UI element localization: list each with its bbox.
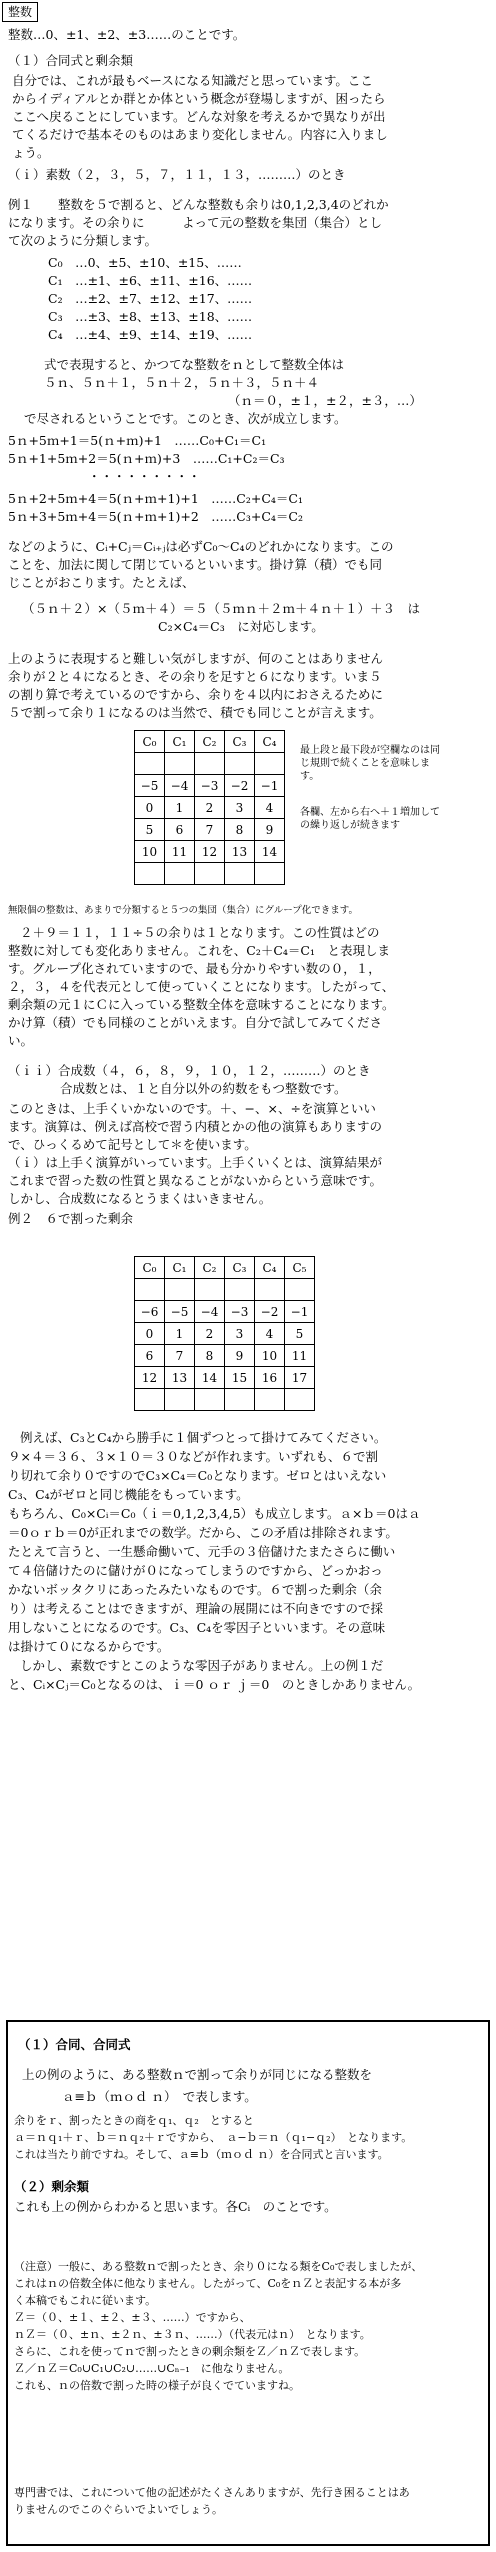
table-row: 0 1 2 3 4 [135,797,285,819]
table-note-increment: 各欄、左から右へ＋１増加しての繰り返しが続きます [300,807,440,831]
zero-divisor-paragraph: 例えば、C₃とC₄から勝手に１個ずつとって掛けてみてください。 ９×４＝３６、３×１０＝３０などが作れます。いずれも、６で割 り切れて余り０ですのでC₃×C₄＝C₀となります。ゼロとはいえない C₃、C₄がゼロと同じ機能をもっています。 もちろん、C₀×Cᵢ＝C₀（ｉ＝0,1,2,3,4,5）も成立します。ａ×ｂ＝0はａ ＝0ｏｒｂ＝0が正れまでの数学。だから、この矛盾は排除されます。 たとえて言うと、一生懸命働いて、元手の３倍儲けたまたさらに働い て４倍儲けたのに儲けが０になってしまうのですから、どっかおっ かないボッタクリにあったみたいなものです。６で割った剰余（余 り）は考えることはできますが、理論の展開には不向きですので採 用しないことになるのです。C₃、C₄を零因子といいます。その意味 は掛けて０になるからです。 しかし、素数ですとこのような零因子がありません。上の例１だ と、Cᵢ×Cⱼ＝C₀となるのは、ｉ＝0 ｏｒ ｊ＝0 のときしかありません。 [8,1430,421,1692]
table-row-blank [135,1389,315,1411]
residue-class-list [0,254,496,344]
summary-closing: 専門書では、これについて他の記述がたくさんありますが、先行き困ることはあ りませんのでこのぐらいでよいでしょう。 [14,2486,410,2516]
table-row: −5 −4 −3 −2 −1 [135,775,285,797]
summary-congruence-text: 上の例のように、ある整数ｎで割って余りが同じになる整数を [22,2067,373,2082]
table-row: 0 1 2 3 4 5 [135,1323,315,1345]
intro-text: 整数…0、±1、±2、±3……のことです。 [8,27,246,42]
summary-congruence-formula: ａ≡ｂ（ｍｏｄ ｎ） で表します。 [62,2089,257,2104]
summary-title-congruence: （１）合同、合同式 [18,2037,131,2052]
class-c2: C₂ …±2、±7、±12、±17、…… [48,291,253,306]
summary-title-residue-class: （２）剰余類 [14,2179,90,2194]
summary-note: （注意）一般に、ある整数ｎで割ったとき、余り０になる類をC₀で表しましたが、 これはｎの倍数全体に他なりません。したがって、C₀をｎＺと表記する本が多 く本稿でもこれに従います。 Ｚ＝（０、±１、±２、±３、……）ですから、 ｎＺ＝（０、±ｎ、±２ｎ、±３ｎ、……）（代表元はｎ） となります。 さらに、これを使ってｎで割ったときの剰余類をＺ／ｎＺで表します。 Ｚ／ｎＺ＝C₀∪C₁∪C₂∪……∪Cₙ₋₁ に他なりません。 これも、ｎの倍数で割った時の様子が良くでていますね。 [14,2260,423,2392]
summary-box [6,2020,490,2546]
table-note-blank-rows: 最上段と最下段が空欄なのは同じ規則で続くことを意味します。 [300,745,440,782]
class-c3: C₃ …±3、±8、±13、±18、…… [48,309,253,324]
table-row-blank [135,1279,315,1301]
class-c1: C₁ …±1、±6、±11、±16、…… [48,273,253,288]
section1-paragraph: 自分では、これが最もベースになる知識だと思っています。ここ からイディアルとか群とか体という概念が登場しますが、困ったら ここへ戻ることにしています。どんな対象を考えるかで異なりが出 てくるだけで基本そのものはあまり変化しません。内容に入りまし ょう。 [12,73,388,160]
class-c0: C₀ …0、±5、±10、±15、…… [48,255,242,270]
multiplication-example: （５ｎ＋２）×（５ｍ＋４）＝５（５ｍｎ＋２ｍ＋４ｎ＋１）＋３ は C₂×C₄＝C₃ に対応します。 [22,601,420,634]
class-c4: C₄ …±4、±9、±14、±19、…… [48,327,253,342]
summary-residue-class-text: これも上の例からわかると思います。各Cᵢ のことです。 [14,2199,337,2214]
table-caption: 無限個の整数は、あまりで分類すると５つの集団（集合）にグループ化できます。 [8,905,358,916]
table-header-row: C₀ C₁ C₂ C₃ C₄ [135,731,285,753]
residue-paragraph: ２＋９＝１１，１１÷５の余りは１となります。この性質はどの 整数に対しても変化ありません。これを、C₂＋C₄＝C₁ と表現しま す。グループ化されていますので、最も分かりやすい数の０，１， ２，３，４を代表元として使っていくことになります。したがって、 剰余類の元１にＣに入っている整数全体を意味することになります。 かけ算（積）でも同様のことがいえます。自分で試してみてくださ い。 [8,925,395,1048]
summary-remainder-explanation: 余りをｒ、割ったときの商をｑ₁、ｑ₂ とすると ａ＝ｎｑ₁＋ｒ、ｂ＝ｎｑ₂＋ｒですから、 ａ−ｂ＝ｎ（ｑ₁−ｑ₂） となります。 これは当たり前ですね。そして、ａ≡ｂ（ｍｏｄ ｎ）を合同式と言います。 [14,2114,413,2161]
explanation-paragraph: 上のように表現すると難しい気がしますが、何のことはありません 余りが２と４になるとき、その余りを足すと６になります。いま５ の割り算で考えているのですから、余りを４以内におさえるために ５で割って余り１になるのは当然で、積でも同じことが言えます。 [8,651,384,720]
residue-table-mod5 [134,730,285,885]
section1-title: （１）合同式と剰余類 [8,53,134,68]
table-row: 10 11 12 13 14 [135,841,285,863]
case-prime-heading: （ｉ）素数（２，３，５，７，１１，１３，………）のとき [8,167,346,182]
table-row-blank [135,753,285,775]
section2-title: （ｉｉ）合成数（４，６，８，９，１０，１２，………）のとき [8,1063,371,1078]
section-tag: 整数 [2,2,38,22]
closure-paragraph: などのように、Cᵢ+Cⱼ＝Cᵢ₊ⱼは必ずC₀〜C₄のどれかになります。この ことを、加法に関して閉じているといいます。掛け算（積）でも同 じことがおこります。たとえば、 [8,539,394,590]
table-row: 6 7 8 9 10 11 [135,1345,315,1367]
section2-paragraph: このときは、上手くいかないのです。＋、−、×、÷を演算といい ます。演算は、例えば高校で習う内積とかの他の演算もありますの で、ひっくるめて記号として＊を使います。 （ｉ）は上手く演算がいっています。上手くいくとは、演算結果が これまで習った数の性質と異なることがないからという意味です。 しかし、合成数になるとうまくはいきません。 [8,1101,383,1206]
table-header-row: C₀ C₁ C₂ C₃ C₄ C₅ [135,1257,315,1279]
table-row: −6 −5 −4 −3 −2 −1 [135,1301,315,1323]
equation-list: 5ｎ+5ｍ+1＝5(ｎ+ｍ)+1 ……C₀+C₁＝C₁ 5ｎ+1+5ｍ+2＝5(ｎ+ｍ)+3 ……C₁+C₂＝C₃ ・・・・・・・・・ 5ｎ+2+5ｍ+4＝5(ｎ+ｍ+1)+1 ……C₂+C₄＝C₁ 5ｎ+3+5ｍ+4＝5(ｎ+ｍ+1)+2 ……C₃+C₄＝C₂ [8,433,303,524]
table-row-blank [135,863,285,885]
section2-definition: 合成数とは、１と自分以外の約数をもつ整数です。 [60,1081,347,1096]
table-row: 12 13 14 15 16 17 [135,1367,315,1389]
example2-heading: 例２ ６で割った剰余 [8,1211,134,1226]
expression-text: 式で表現すると、かつてな整数をｎとして整数全体は ５ｎ、５ｎ＋１，５ｎ＋２，５ｎ＋３，５ｎ＋４ （ｎ＝０，±１，±２，±３，…） で尽されるということです。このとき、次が成立します。 [24,357,422,426]
residue-table-mod6 [134,1256,315,1411]
table-row: 5 6 7 8 9 [135,819,285,841]
example1-text: 例１ 整数を５で割ると、どんな整数も余りは0,1,2,3,4のどれか になります。その余りに よって元の整数を集団（集合）とし て次のように分類します。 [8,197,389,248]
